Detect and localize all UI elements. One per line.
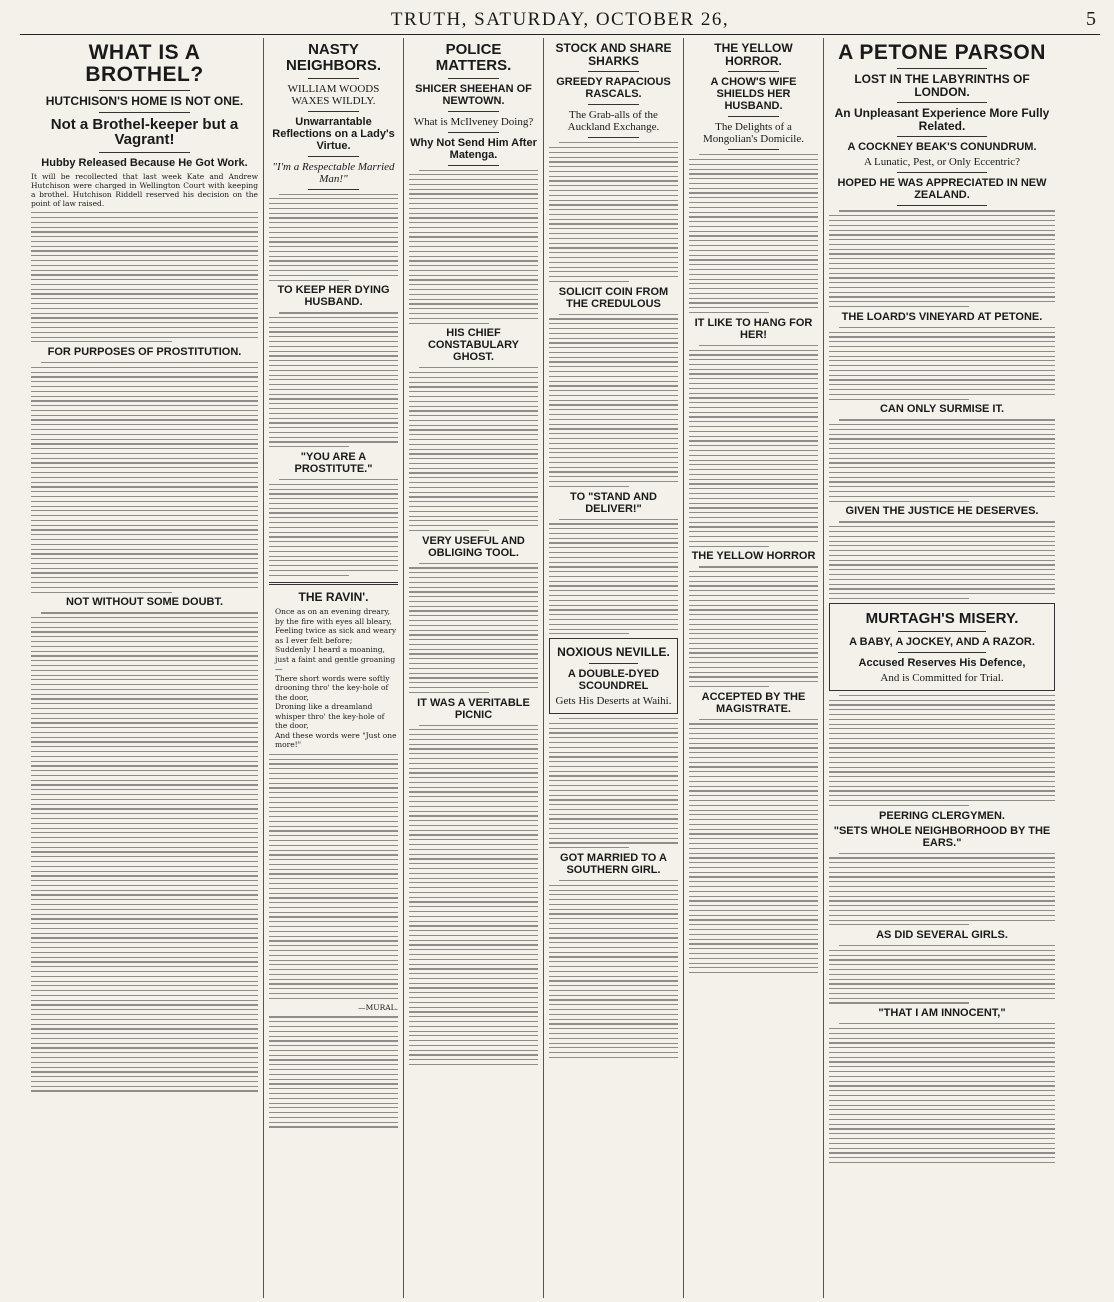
deck2-neighbors: Unwarrantable Reflections on a Lady's Virtue.: [272, 115, 395, 152]
deck-neighbors: WILLIAM WOODS WAXES WILDLY.: [287, 82, 380, 107]
poem-line: Droning like a dreamland whisper thro' the key-hole of the door,: [275, 702, 385, 731]
headline-yellow-horror: THE YELLOW HORROR.: [714, 41, 793, 68]
poem-line: Suddenly I heard a moaning, just a faint and gentle groaning—: [275, 645, 396, 674]
deck3-police: Why Not Send Him After Matenga.: [410, 136, 537, 161]
deck2-petone: An Unpleasant Experience More Fully Related.: [834, 106, 1050, 133]
headline-neville: NOXIOUS NEVILLE.: [557, 645, 670, 660]
column-sharks: [544, 38, 684, 1298]
subhead-prostitution: FOR PURPOSES OF PROSTITUTION.: [47, 346, 242, 359]
deck3-petone: A COCKNEY BEAK'S CONUNDRUM.: [847, 141, 1037, 154]
subhead-justice: GIVEN THE JUSTICE HE DESERVES.: [845, 505, 1039, 518]
poem-line: And these words were "Just one more!": [275, 730, 397, 750]
column-police: [404, 38, 544, 1298]
masthead: [20, 6, 1100, 35]
deck3-brothel: Hubby Released Because He Got Work.: [41, 157, 248, 170]
quote-neighbors: "I'm a Respectable Married Man!": [272, 160, 395, 185]
subhead-prostitute: "YOU ARE A PROSTITUTE.": [294, 451, 373, 475]
subhead-yellow-horror: THE YELLOW HORROR: [691, 550, 816, 563]
poem-line: Once as on an evening dreary, by the fire with eyes all bleary,: [275, 607, 392, 626]
headline-brothel: WHAT IS A BROTHEL?: [85, 41, 204, 87]
poem-line: Feeling twice as sick and weary as I ever felt before;: [275, 626, 397, 645]
deck2-yellow-horror: The Delights of a Mongolian's Domicile.: [703, 121, 804, 146]
article-body: [31, 212, 258, 342]
headline-neighbors: NASTY NEIGHBORS.: [285, 41, 381, 74]
column-neighbors: [264, 38, 404, 1298]
noxious-neville-box: [549, 638, 678, 714]
deck-murtagh: A BABY, A JOCKEY, AND A RAZOR.: [849, 635, 1035, 648]
page-number: 5: [1086, 8, 1096, 30]
deck2-neville: Gets His Deserts at Waihi.: [555, 695, 672, 708]
deck-yellow-horror: A CHOW'S WIFE SHIELDS HER HUSBAND.: [710, 76, 797, 113]
deck4-petone: A Lunatic, Pest, or Only Eccentric?: [863, 156, 1021, 169]
subhead-innocent: "THAT I AM INNOCENT,": [878, 1007, 1006, 1020]
subhead-neighborhood: "SETS WHOLE NEIGHBORHOOD BY THE EARS.": [833, 824, 1051, 849]
page-columns: [26, 38, 1102, 1298]
subhead-stand-deliver: TO "STAND AND DELIVER!": [570, 490, 657, 515]
headline-petone: A PETONE PARSON: [838, 41, 1046, 64]
subhead-picnic: IT WAS A VERITABLE PICNIC: [417, 696, 530, 721]
deck-sharks: GREEDY RAPACIOUS RASCALS.: [556, 76, 671, 101]
subhead-hang: IT LIKE TO HANG FOR HER!: [694, 316, 813, 341]
subhead-clergymen: PEERING CLERGYMEN.: [879, 809, 1005, 822]
deck-petone: LOST IN THE LABYRINTHS OF LONDON.: [854, 72, 1030, 99]
poem-ravin: [275, 607, 398, 750]
masthead-title: TRUTH, SATURDAY, OCTOBER 26,: [390, 9, 730, 30]
deck5-petone: HOPED HE WAS APPRECIATED IN NEW ZEALAND.: [837, 177, 1047, 202]
column-brothel: [26, 38, 264, 1298]
poem-title: THE RAVIN'.: [298, 589, 369, 604]
subhead-several-girls: AS DID SEVERAL GIRLS.: [876, 929, 1008, 942]
deck-neville: A DOUBLE-DYED SCOUNDREL: [567, 668, 660, 693]
deck-brothel: HUTCHISON'S HOME IS NOT ONE.: [45, 94, 244, 109]
article-opening: It will be recollected that last week Kate and Andrew Hutchison were charged in Wellington Court with keeping a brothel. Hutchison Riddell reserved his decision on the point of law raised.: [31, 172, 258, 209]
subhead-dying-husband: TO KEEP HER DYING HUSBAND.: [277, 284, 390, 309]
column-yellow-horror: [684, 38, 824, 1298]
headline-police: POLICE MATTERS.: [435, 41, 512, 74]
subhead-vineyard: THE LOARD'S VINEYARD AT PETONE.: [841, 310, 1043, 323]
headline-murtagh: MURTAGH'S MISERY.: [865, 610, 1019, 628]
murtagh-box: [829, 603, 1055, 691]
poem-signature: —MURAL.: [358, 1002, 398, 1012]
deck2-sharks: The Grab-alls of the Auckland Exchange.: [567, 109, 660, 134]
column-petone-parson: [824, 38, 1060, 1298]
deck2-murtagh: Accused Reserves His Defence,: [858, 656, 1026, 669]
subhead-southern-girl: GOT MARRIED TO A SOUTHERN GIRL.: [560, 851, 667, 876]
deck-police: SHICER SHEEHAN OF NEWTOWN.: [415, 82, 532, 107]
subhead-magistrate: ACCEPTED BY THE MAGISTRATE.: [701, 690, 806, 715]
poem-line: There short words were softly drooning thro' the key-hole of the door,: [275, 673, 390, 702]
subhead-doubt: NOT WITHOUT SOME DOUBT.: [65, 596, 224, 609]
headline-sharks: STOCK AND SHARE SHARKS: [555, 41, 672, 68]
subhead-tool: VERY USEFUL AND OBLIGING TOOL.: [422, 534, 525, 559]
subhead-surmise: CAN ONLY SURMISE IT.: [879, 403, 1005, 416]
deck3-murtagh: And is Committed for Trial.: [880, 671, 1004, 684]
deck2-police: What is McIlveney Doing?: [413, 115, 534, 128]
deck2-brothel: Not a Brothel-keeper but a Vagrant!: [50, 115, 239, 149]
subhead-ghost: HIS CHIEF CONSTABULARY GHOST.: [427, 327, 520, 364]
subhead-credulous: SOLICIT COIN FROM THE CREDULOUS: [558, 285, 669, 310]
